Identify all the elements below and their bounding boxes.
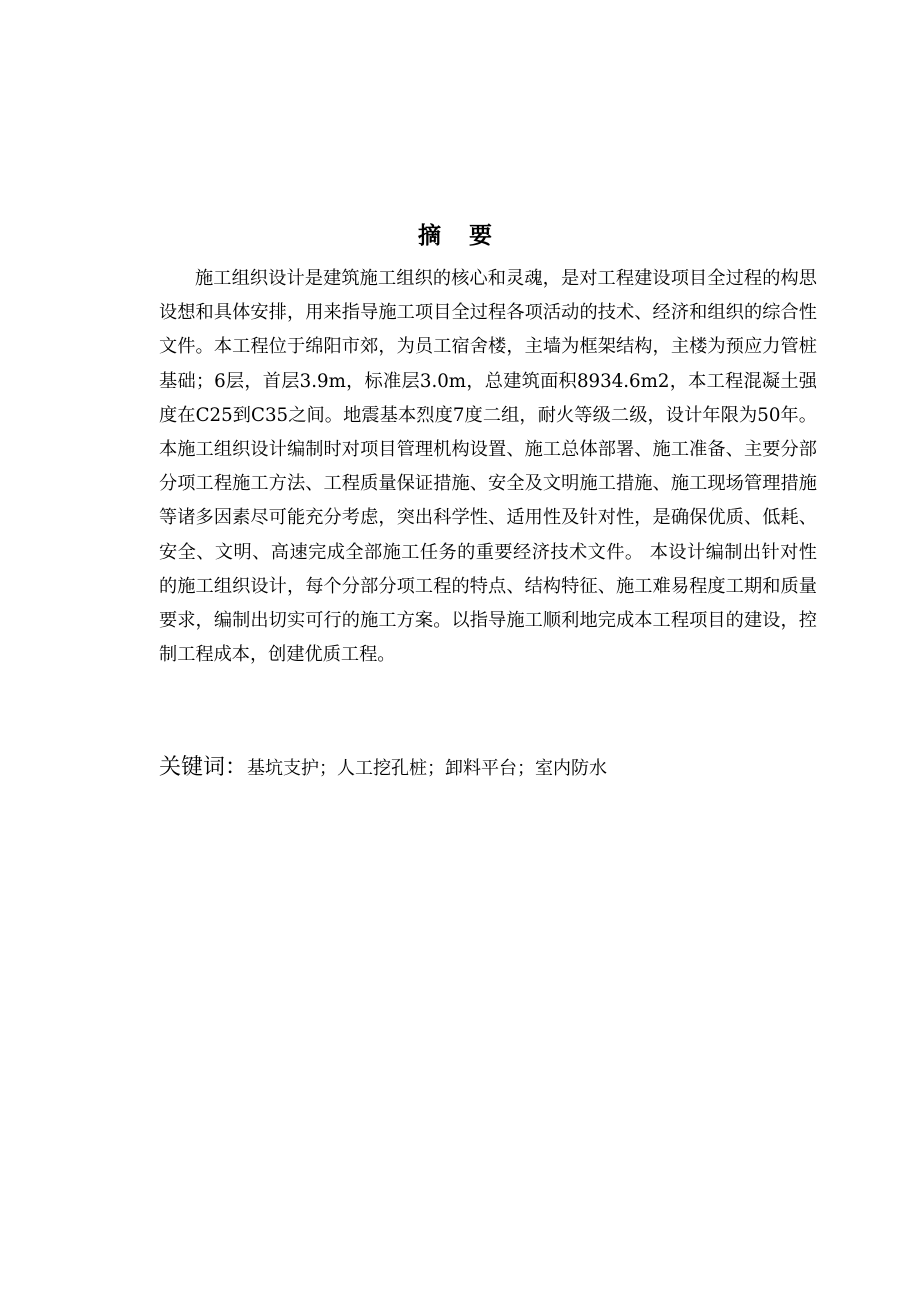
keywords-text: 基坑支护；人工挖孔桩；卸料平台；室内防水 — [247, 758, 608, 779]
page-title: 摘 要 — [417, 223, 502, 249]
abstract-paragraph: 施工组织设计是建筑施工组织的核心和灵魂，是对工程建设项目全过程的构思设想和具体安排，用来指导施工项目全过程各项活动的技术、经济和组织的综合性文件。本工程位于绵阳市郊，为员工宿舍楼，主墙为框架结构，主楼为预应力管桩基础；6层，首层3.9m，标准层3.0m，总建筑面积8934.6m2，本工程混凝土强度在C25到C35之间。地震基本烈度7度二组，耐火等级二级，设计年限为50年。本施工组织设计编制时对项目管理机构设置、施工总体部署、施工准备、主要分部分项工程施工方法、工程质量保证措施、安全及文明施工措施、施工现场管理措施等诸多因素尽可能充分考虑，突出科学性、适用性及针对性，是确保优质、低耗、安全、文明、高速完成全部施工任务的重要经济技术文件。 本设计编制出针对性的施工组织设计，每个分部分项工程的特点、结构特征、施工难易程度工期和质量要求，编制出切实可行的施工方案。以指导施工顺利地完成本工程项目的建设，控制工程成本，创建优质工程。 — [159, 268, 817, 666]
keywords-line — [159, 750, 819, 787]
keywords-label: 关键词： — [159, 755, 248, 780]
